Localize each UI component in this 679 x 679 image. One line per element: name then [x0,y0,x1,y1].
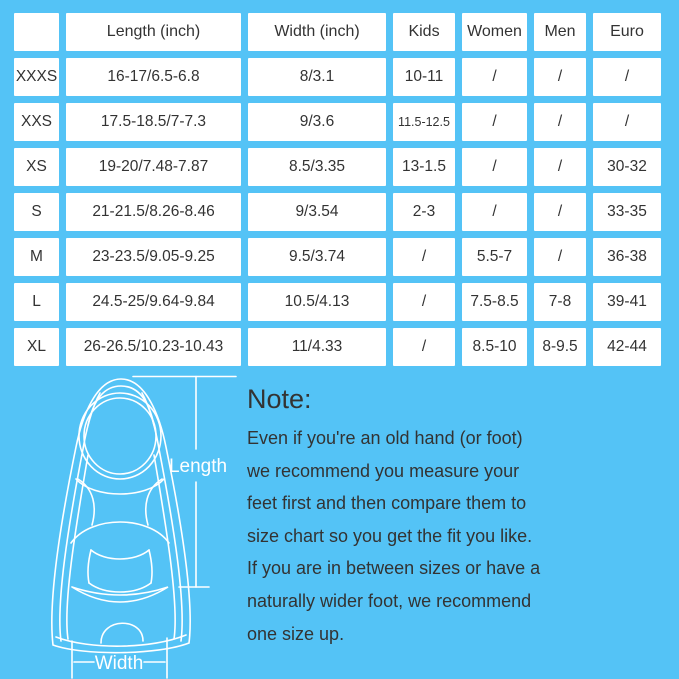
corner-cell [14,13,59,51]
column-header: Women [462,13,527,51]
data-cell: 23-23.5/9.05-9.25 [66,238,241,276]
column-header: Width (inch) [248,13,386,51]
fin-footbed-right [149,550,152,583]
data-cell: 8.5-10 [462,328,527,366]
data-cell: 2-3 [393,193,455,231]
fin-footbed-left [88,550,91,583]
table-row [14,103,661,141]
size-label-cell: M [14,238,59,276]
table-row [14,283,661,321]
data-cell: 17.5-18.5/7-7.3 [66,103,241,141]
fin-crescent [72,587,168,602]
data-cell: / [534,238,586,276]
fin-outline-group [52,379,190,653]
data-cell: / [534,58,586,96]
column-header: Length (inch) [66,13,241,51]
fin-outer-outline [52,379,190,653]
data-cell: / [462,193,527,231]
data-cell: / [393,238,455,276]
size-label-cell: XXS [14,103,59,141]
data-cell: 9/3.6 [248,103,386,141]
data-cell: / [393,283,455,321]
data-cell: / [534,193,586,231]
data-cell: / [593,103,661,141]
data-cell: / [534,148,586,186]
data-cell: / [462,58,527,96]
data-cell: 36-38 [593,238,661,276]
data-cell: 7.5-8.5 [462,283,527,321]
note-line: naturally wider foot, we recommend [247,590,532,611]
data-cell: / [462,148,527,186]
size-label-cell: XXXS [14,58,59,96]
note-heading: Note: [247,384,312,414]
size-chart-table [7,6,668,373]
column-header: Kids [393,13,455,51]
note-line: one size up. [247,623,345,644]
foot-opening-inner [84,398,156,474]
data-cell: 10.5/4.13 [248,283,386,321]
data-cell: 11/4.33 [248,328,386,366]
data-cell: / [462,103,527,141]
table-row [14,328,661,366]
data-cell: 9.5/3.74 [248,238,386,276]
table-row [14,193,661,231]
table-head-row [14,13,661,51]
fin-heel-arch [101,623,143,643]
width-label: Width [94,653,144,674]
data-cell: 5.5-7 [462,238,527,276]
length-label: Length [168,456,228,477]
note-line: Even if you're an old hand (or foot) [247,428,523,448]
data-cell: / [593,58,661,96]
data-cell: 42-44 [593,328,661,366]
table-row [14,238,661,276]
data-cell: 21-21.5/8.26-8.46 [66,193,241,231]
fin-diagram [0,375,240,679]
data-cell: 7-8 [534,283,586,321]
data-cell: 24.5-25/9.64-9.84 [66,283,241,321]
data-cell: 16-17/6.5-6.8 [66,58,241,96]
data-cell: / [393,328,455,366]
data-cell: / [534,103,586,141]
data-cell: 9/3.54 [248,193,386,231]
data-cell: 19-20/7.48-7.87 [66,148,241,186]
foot-opening-outer [79,393,161,479]
column-header: Men [534,13,586,51]
data-cell: 13-1.5 [393,148,455,186]
table-row [14,148,661,186]
note-line: we recommend you measure your [247,460,520,481]
column-header: Euro [593,13,661,51]
data-cell: 8/3.1 [248,58,386,96]
data-cell: 10-11 [393,58,455,96]
fin-footbed-bottom [89,583,151,592]
table-body [14,58,661,366]
fin-diagram-svg [0,375,240,679]
data-cell: 39-41 [593,283,661,321]
table-row [14,58,661,96]
size-label-cell: L [14,283,59,321]
data-cell: 8.5/3.35 [248,148,386,186]
fin-footbed-top [91,550,149,559]
size-label-cell: S [14,193,59,231]
fin-cushion-bottom-arch [71,522,169,543]
note-lines [247,422,672,650]
size-label-cell: XS [14,148,59,186]
table-head [14,13,661,51]
data-cell: 8-9.5 [534,328,586,366]
data-cell: 11.5-12.5 [393,103,455,141]
data-cell: 33-35 [593,193,661,231]
note-line: If you are in between sizes or have a [247,558,541,579]
note-line: feet first and then compare them to [247,493,527,514]
data-cell: 26-26.5/10.23-10.43 [66,328,241,366]
data-cell: 30-32 [593,148,661,186]
note-section [247,384,672,650]
size-label-cell: XL [14,328,59,366]
note-line: size chart so you get the fit you like. [247,525,533,546]
